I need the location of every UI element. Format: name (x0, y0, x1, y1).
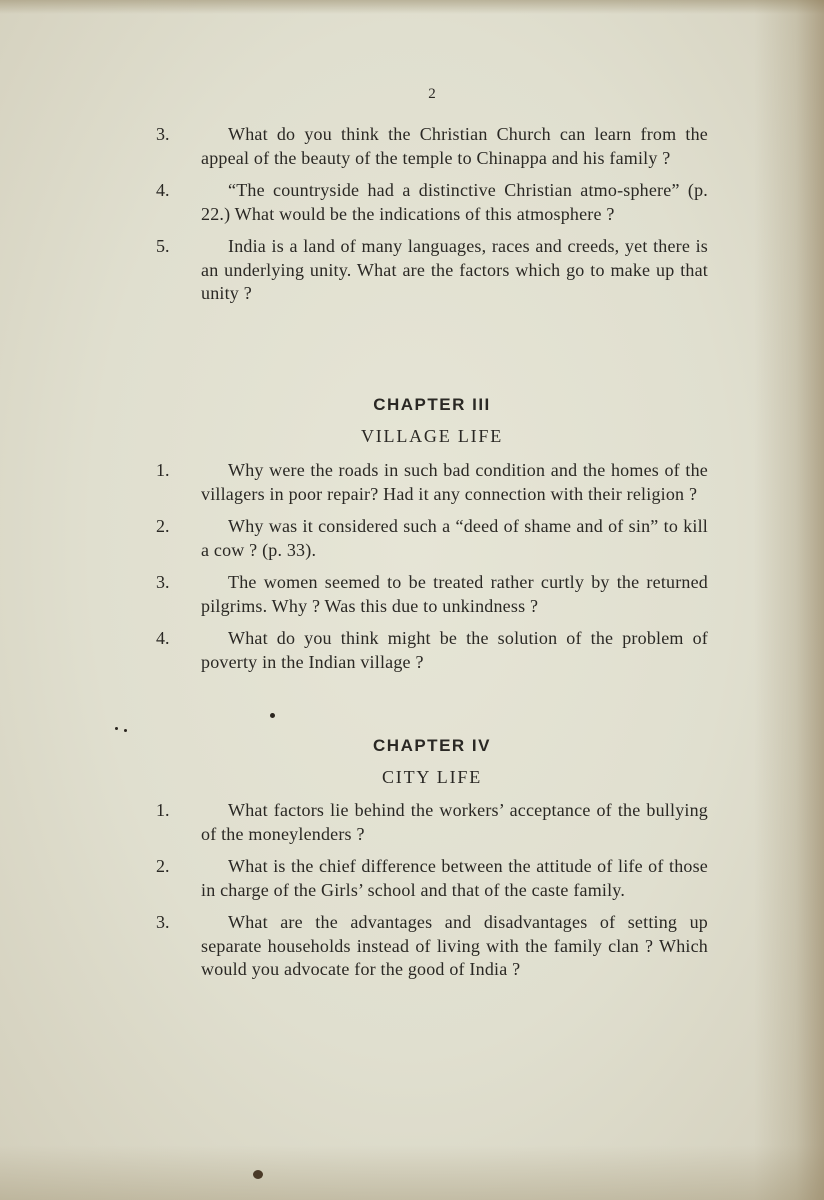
page-edge-top (0, 0, 824, 14)
page-edge-bottom (0, 1145, 824, 1200)
question-item (0, 571, 824, 618)
chapter-3-title: CHAPTER III (373, 395, 491, 414)
question-item (0, 459, 824, 506)
question-number: 4. (156, 180, 170, 200)
question-number: 5. (156, 236, 170, 256)
question-text: The women seemed to be treated rather curtly by the returned pilgrims. Why ? Was this due to unkindness ? (201, 572, 708, 616)
question-number: 2. (156, 856, 170, 876)
question-text: India is a land of many languages, races and creeds, yet there is an underlying unity. What are the factors which go to make up that unity ? (201, 236, 708, 303)
ink-speck (253, 1170, 263, 1179)
question-text: What is the chief difference between the attitude of life of those in charge of the Girls’ school and that of the caste family. (201, 856, 708, 900)
question-number: 4. (156, 628, 170, 648)
question-text: What factors lie behind the workers’ acceptance of the bullying of the moneylenders ? (201, 800, 708, 844)
ink-speck (124, 729, 127, 732)
chapter-4-title: CHAPTER IV (373, 736, 491, 755)
question-text: What do you think the Christian Church can learn from the appeal of the beauty of the temple to Chinappa and his family ? (201, 124, 708, 168)
question-item (0, 627, 824, 674)
question-item (0, 179, 824, 226)
page-number: 2 (428, 86, 436, 102)
question-item (0, 911, 824, 982)
question-text: Why was it considered such a “deed of shame and of sin” to kill a cow ? (p. 33). (201, 516, 708, 560)
ink-speck (270, 713, 275, 718)
question-number: 2. (156, 516, 170, 536)
question-item (0, 123, 824, 170)
question-text: “The countryside had a distinctive Christian atmo-sphere” (p. 22.) What would be the indications of this atmosphere ? (201, 180, 708, 224)
question-number: 3. (156, 572, 170, 592)
ink-speck (115, 727, 118, 730)
question-number: 1. (156, 800, 170, 820)
question-item (0, 855, 824, 902)
question-text: What are the advantages and disadvantages of setting up separate households instead of living with the family clan ? Which would you advocate for the good of India ? (201, 912, 708, 979)
chapter-4-subtitle: CITY LIFE (381, 767, 483, 787)
question-number: 3. (156, 124, 170, 144)
question-item (0, 799, 824, 846)
question-number: 3. (156, 912, 170, 932)
question-text: Why were the roads in such bad condition and the homes of the villagers in poor repair? Had it any connection with their religion ? (201, 460, 708, 504)
question-item (0, 515, 824, 562)
question-number: 1. (156, 460, 170, 480)
question-item (0, 235, 824, 306)
chapter-3-subtitle: VILLAGE LIFE (360, 426, 504, 446)
chapter-4-questions (0, 799, 824, 991)
question-text: What do you think might be the solution of the problem of poverty in the Indian village ? (201, 628, 708, 672)
chapter-3-questions (0, 459, 824, 683)
top-questions (0, 123, 824, 315)
